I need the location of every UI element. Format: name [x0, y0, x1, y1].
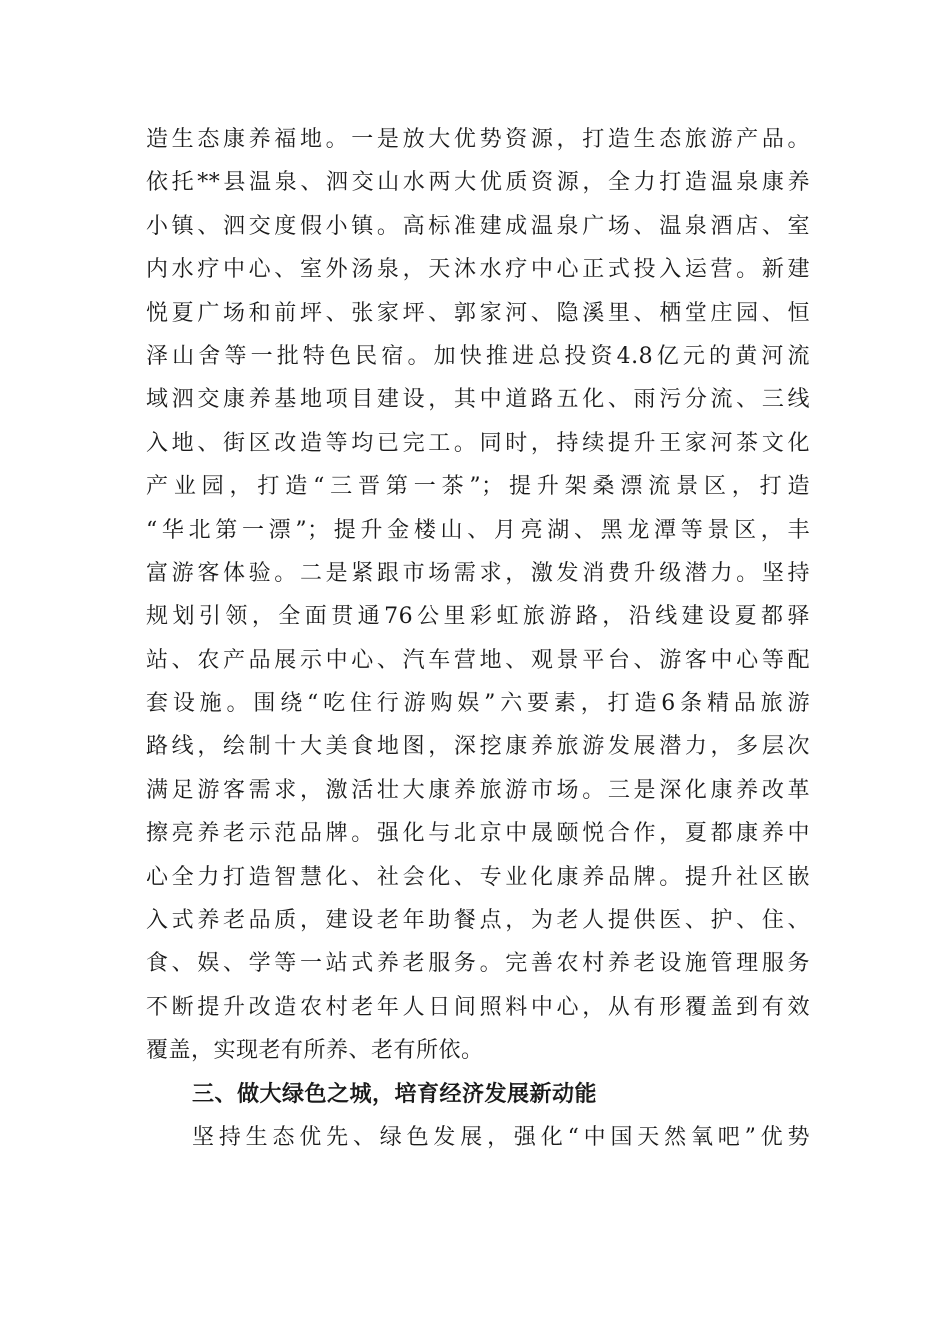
text-line: 富游客体验。二是紧跟市场需求，激发消费升级潜力。坚持 [146, 560, 810, 586]
text-line: 造生态康养福地。一是放大优势资源，打造生态旅游产品。 [146, 127, 810, 152]
text-line: 擦亮养老示范品牌。强化与北京中晟颐悦合作，夏都康养中 [146, 821, 810, 847]
text-line: 满足游客需求，激活壮大康养旅游市场。三是深化康养改革 [146, 777, 810, 803]
text-line: 站、农产品展示中心、汽车营地、观景平台、游客中心等配 [146, 647, 810, 673]
paragraph-green-city [146, 1116, 810, 1159]
text-line: 路线，绘制十大美食地图，深挖康养旅游发展潜力，多层次 [146, 734, 810, 760]
text-line: 不断提升改造农村老年人日间照料中心，从有形覆盖到有效 [146, 994, 810, 1020]
text-line: 依托**县温泉、泗交山水两大优质资源，全力打造温泉康养 [146, 170, 810, 196]
section-heading: 三、做大绿色之城，培育经济发展新动能 [192, 1081, 598, 1107]
text-line: 泽山舍等一批特色民宿。加快推进总投资4.8亿元的黄河流 [146, 343, 810, 369]
text-line: 小镇、泗交度假小镇。高标准建成温泉广场、温泉酒店、室 [146, 213, 810, 239]
text-line: 坚持生态优先、绿色发展，强化“中国天然氧吧”优势 [192, 1124, 810, 1150]
text-line: 入地、街区改造等均已完工。同时，持续提升王家河茶文化 [146, 430, 810, 456]
text-line: 食、娱、学等一站式养老服务。完善农村养老设施管理服务 [146, 951, 810, 977]
document-body [146, 118, 810, 1159]
text-line: 内水疗中心、室外汤泉，天沐水疗中心正式投入运营。新建 [146, 257, 810, 283]
text-line: 入式养老品质，建设老年助餐点，为老人提供医、护、住、 [146, 908, 810, 934]
text-line: 心全力打造智慧化、社会化、专业化康养品牌。提升社区嵌 [146, 864, 810, 890]
text-line: 规划引领，全面贯通76公里彩虹旅游路，沿线建设夏都驿 [146, 604, 810, 630]
text-line: 套设施。围绕“吃住行游购娱”六要素，打造6条精品旅游 [146, 691, 810, 717]
text-line: 覆盖，实现老有所养、老有所依。 [146, 1038, 484, 1064]
text-line: 悦夏广场和前坪、张家坪、郭家河、隐溪里、栖堂庄园、恒 [146, 300, 810, 326]
text-line: “华北第一漂”；提升金楼山、月亮湖、黑龙潭等景区，丰 [146, 517, 810, 543]
paragraph-tourism-health [146, 118, 810, 1073]
text-line: 域泗交康养基地项目建设，其中道路五化、雨污分流、三线 [146, 387, 810, 413]
text-line: 产业园，打造“三晋第一茶”；提升架桑漂流景区，打造 [146, 474, 810, 500]
